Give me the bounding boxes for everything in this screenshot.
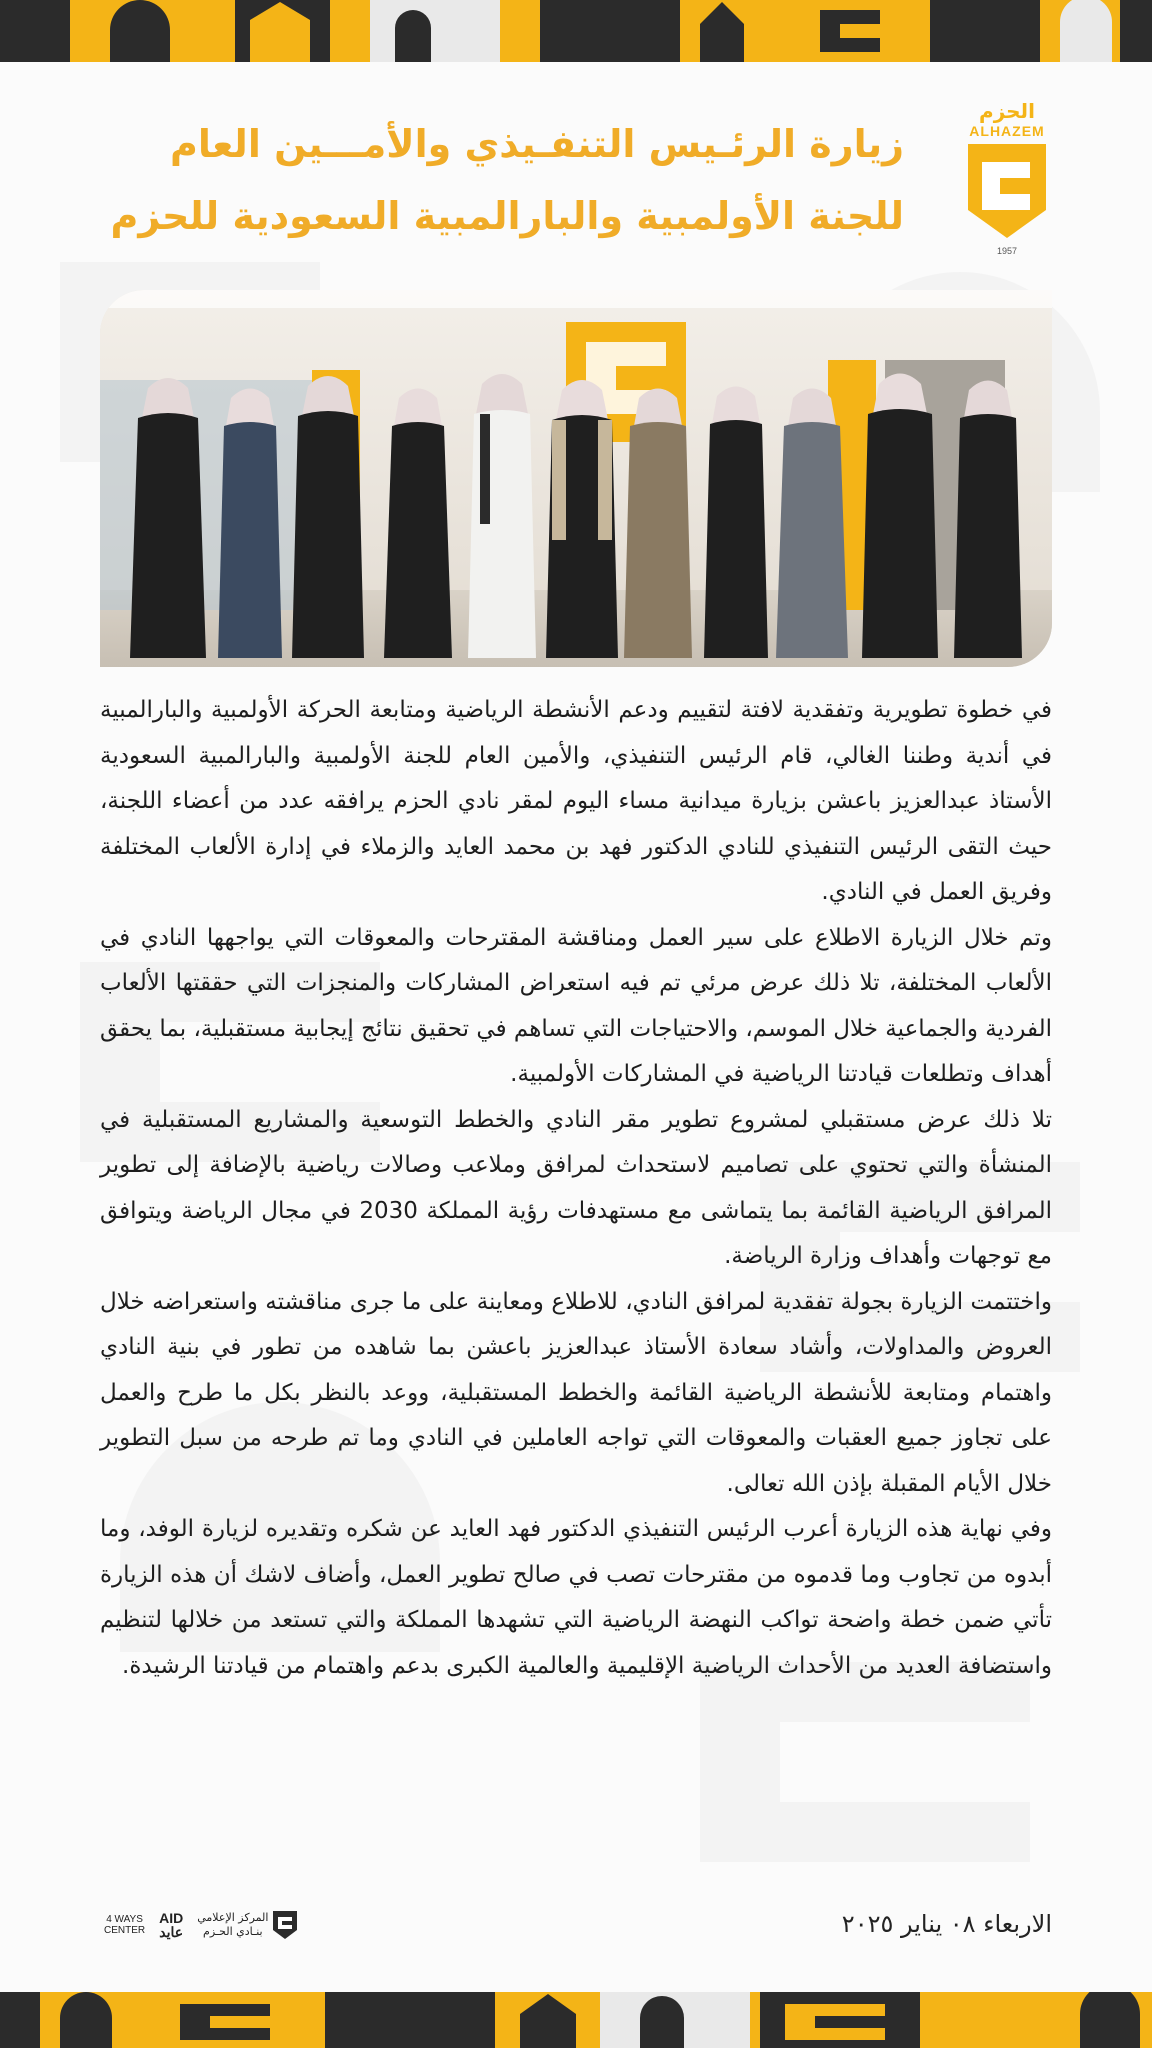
publish-date: الاربعاء ٠٨ يناير ٢٠٢٥ <box>841 1910 1052 1938</box>
footer-logos <box>104 1910 298 1940</box>
aid-logo-latin: AID <box>159 1910 184 1926</box>
article-paragraph-4: واختتمت الزيارة بجولة تفقدية لمرافق النادي، للاطلاع ومعاينة على ما جرى مناقشته واستعراضه خلال العروض والمداولات، وأشاد سعادة الأستاذ عبدالعزيز باعشن بما شاهده من تطور في بنية النادي واهتمام ومتابعة للأنشطة الرياضية القائمة والخطط المستقبلية، ووعد بالنظر بكل ما طرح والعمل على تجاوز جميع العقبات والمعوقات التي تواجه العاملين في النادي وما تم طرحه من سبل التطوير خلال الأيام المقبلة بإذن الله تعالى. <box>100 1288 1052 1497</box>
media-center-line-2: بنـادي الحـزم <box>203 1925 263 1938</box>
headline-line-1: زيارة الرئـيس التنفـيذي والأمـــين العام <box>169 122 904 166</box>
article-paragraph-5: وفي نهاية هذه الزيارة أعرب الرئيس التنفيذي الدكتور فهد العايد عن شكره وتقديره لزيارة الوفد، وما أبدوه من تجاوب وما قدموه من مقترحات تصب في صالح تطوير العمل، وأضاف لاشك أن هذه الزيارة تأتي ضمن خطة واضحة تواكب النهضة الرياضية التي تشهدها المملكة والتي تستعد من خلالها لتنظيم واستضافة العديد من الأحداث الرياضية الإقليمية والعالمية الكبرى بدعم واهتمام من قيادتنا الرشيدة. <box>100 1516 1052 1679</box>
four-ways-line-1: 4 WAYS <box>106 1914 143 1925</box>
group-photo <box>100 290 1052 667</box>
club-emblem-small-icon <box>272 1910 298 1940</box>
four-ways-center-logo <box>104 1914 145 1936</box>
headline <box>110 108 904 252</box>
group-photo-illustration <box>100 290 1052 667</box>
aid-logo <box>159 1911 183 1939</box>
bottom-decorative-banner <box>0 1992 1152 2048</box>
article-paragraph-1: في خطوة تطويرية وتفقدية لافتة لتقييم ودعم الأنشطة الرياضية ومتابعة الحركة الأولمبية والبارالمبية في أندية وطننا الغالي، قام الرئيس التنفيذي، والأمين العام للجنة الأولمبية والبارالمبية السعودية الأستاذ عبدالعزيز باعشن بزيارة ميدانية مساء اليوم لمقر نادي الحزم يرافقه عدد من أعضاء اللجنة، حيث التقى الرئيس التنفيذي للنادي الدكتور فهد بن محمد العايد والزملاء في إدارة الألعاب المختلفة وفريق العمل في النادي. <box>100 697 1052 905</box>
media-center-line-1: المركز الإعلامي <box>197 1911 269 1924</box>
article-paragraph-3: تلا ذلك عرض مستقبلي لمشروع تطوير مقر النادي والخطط التوسعية والمشاريع المستقبلية في المنشأة والتي تحتوي على تصاميم لاستحداث لمرافق وملاعب وصالات رياضية بالإضافة إلى تطوير المرافق الرياضية القائمة بما يتماشى مع مستهدفات رؤية المملكة 2030 في مجال الرياضة ويتوافق مع توجهات وأهداف وزارة الرياضة. <box>100 1106 1052 1269</box>
club-emblem-icon <box>964 140 1050 240</box>
aid-logo-arabic: عايد <box>159 1924 184 1940</box>
headline-line-2: للجنة الأولمبية والبارالمبية السعودية للحزم <box>110 194 904 238</box>
article-paragraph-2: وتم خلال الزيارة الاطلاع على سير العمل ومناقشة المقترحات والمعوقات التي يواجهها النادي في الألعاب المختلفة، تلا ذلك عرض مرئي تم فيه استعراض المشاركات والمنجزات التي حققتها الألعاب الفردية والجماعية خلال الموسم، والاحتياجات التي تساهم في تحقيق نتائج إيجابية مستقبلية، بما يحقق أهداف وتطلعات قيادتنا الرياضية في المشاركات الأولمبية. <box>100 924 1052 1087</box>
article-body <box>100 688 1052 1689</box>
club-logo-arabic-name: الحزم <box>979 99 1035 123</box>
club-logo-year: 1957 <box>996 246 1018 256</box>
club-logo-latin-name: ALHAZEM <box>969 123 1045 139</box>
four-ways-line-2: CENTER <box>104 1925 146 1936</box>
top-decorative-banner <box>0 0 1152 62</box>
club-logo <box>962 100 1052 260</box>
media-center-logo <box>197 1910 298 1940</box>
